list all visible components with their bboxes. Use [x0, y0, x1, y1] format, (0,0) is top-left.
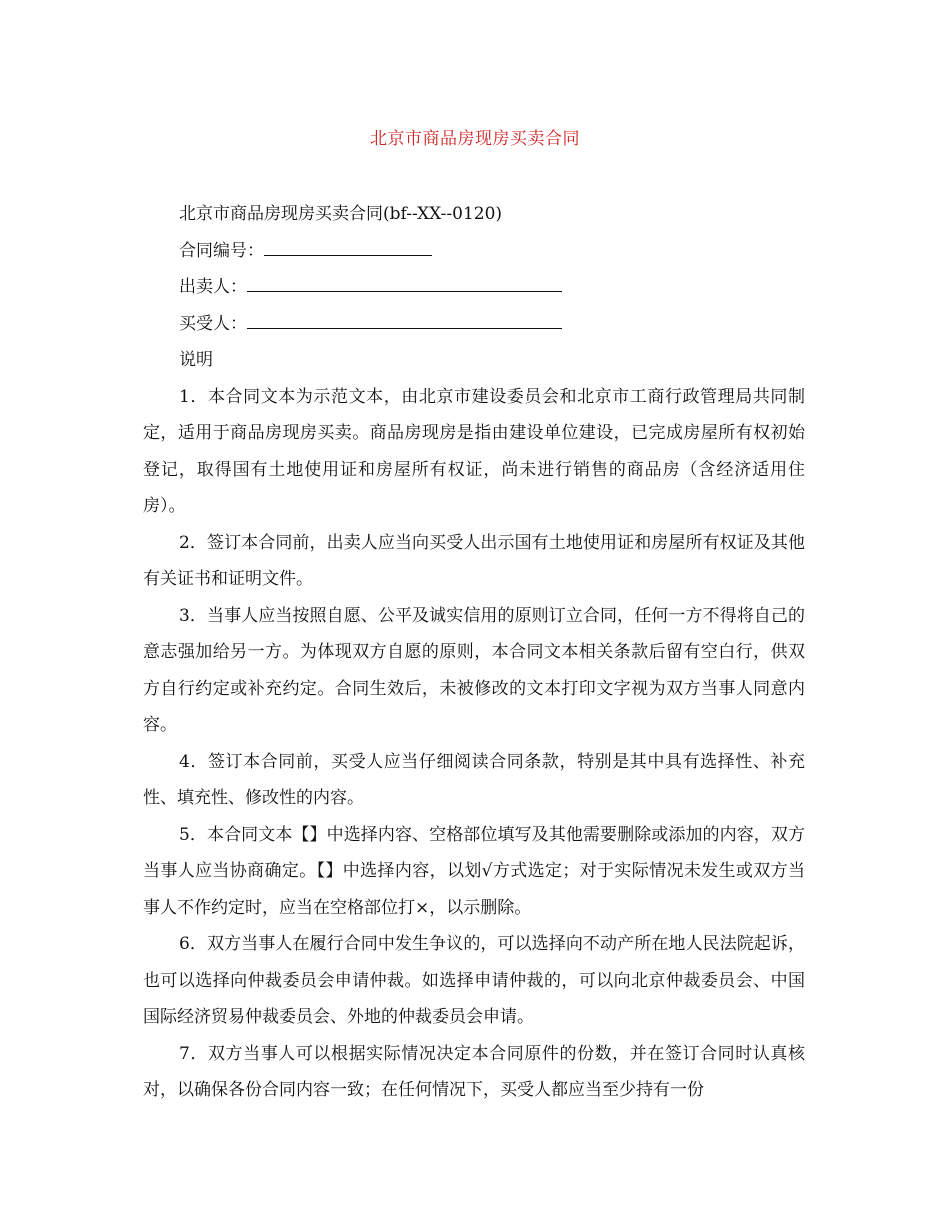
document-body — [143, 196, 805, 1109]
seller-blank — [247, 269, 562, 292]
buyer-field — [143, 306, 805, 343]
paragraph-2: 2．签订本合同前，出卖人应当向买受人出示国有土地使用证和房屋所有权证及其他有关证书和证明文件。 — [143, 532, 805, 589]
contract-heading: 北京市商品房现房买卖合同(bf--XX--0120) — [179, 204, 503, 224]
paragraph-4: 4．签订本合同前，买受人应当仔细阅读合同条款，特别是其中具有选择性、补充性、填充性、修改性的内容。 — [143, 751, 805, 808]
buyer-label: 买受人： — [179, 313, 247, 334]
section-title: 说明 — [179, 350, 213, 370]
paragraph-5: 5．本合同文本【】中选择内容、空格部位填写及其他需要删除或添加的内容，双方当事人应当协商确定。【】中选择内容，以划√方式选定；对于实际情况未发生或双方当事人不作约定时，应当在空格部位打×，以示删除。 — [143, 824, 805, 918]
buyer-blank — [247, 306, 562, 329]
paragraph-3: 3．当事人应当按照自愿、公平及诚实信用的原则订立合同，任何一方不得将自己的意志强加给另一方。为体现双方自愿的原则，本合同文本相关条款后留有空白行，供双方自行约定或补充约定。合同生效后，未被修改的文本打印文字视为双方当事人同意内容。 — [143, 605, 805, 735]
paragraph-7: 7．双方当事人可以根据实际情况决定本合同原件的份数，并在签订合同时认真核对，以确保各份合同内容一致；在任何情况下，买受人都应当至少持有一份 — [143, 1043, 805, 1100]
document-title: 北京市商品房现房买卖合同 — [370, 129, 580, 149]
paragraph-6: 6．双方当事人在履行合同中发生争议的，可以选择向不动产所在地人民法院起诉，也可以选择向仲裁委员会申请仲裁。如选择申请仲裁的，可以向北京仲裁委员会、中国国际经济贸易仲裁委员会、外地的仲裁委员会申请。 — [143, 934, 805, 1027]
paragraph-1: 1．本合同文本为示范文本，由北京市建设委员会和北京市工商行政管理局共同制定，适用于商品房现房买卖。商品房现房是指由建设单位建设，已完成房屋所有权初始登记，取得国有土地使用证和房屋所有权证，尚未进行销售的商品房（含经济适用住房）。 — [143, 386, 805, 516]
contract-number-blank — [264, 233, 432, 256]
contract-number-field — [143, 233, 805, 270]
seller-field — [143, 269, 805, 306]
contract-number-label: 合同编号： — [179, 240, 264, 261]
seller-label: 出卖人： — [179, 277, 247, 297]
